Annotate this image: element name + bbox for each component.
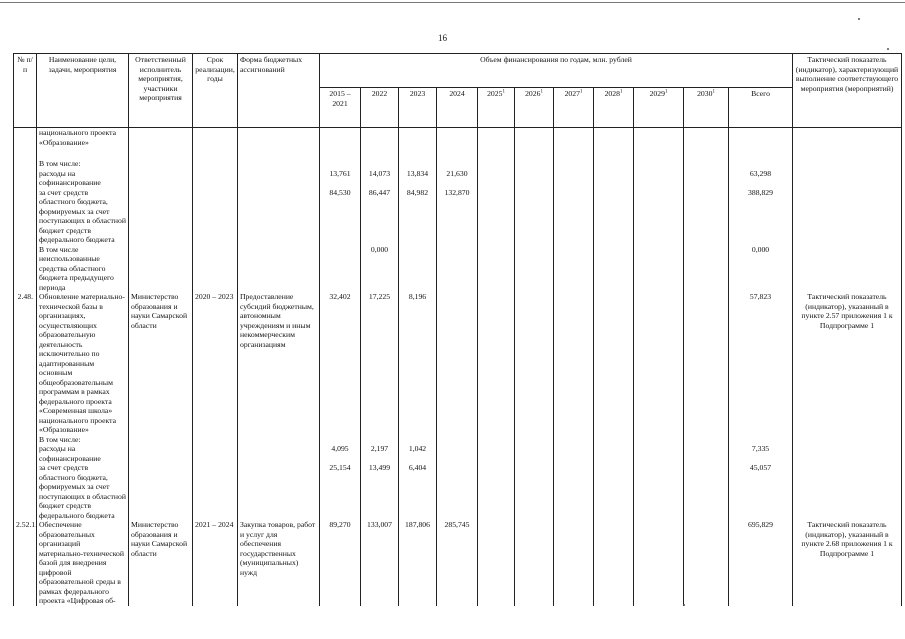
row-name: за счет средств областного бюджета, формируемых за счет поступающих в областной бюджет средств федерального бюджета (37, 463, 129, 520)
funding-value (478, 169, 515, 188)
row-term (193, 188, 238, 245)
funding-value (437, 444, 478, 463)
header-indicator: Тактический показатель (индикатор), характеризующий выполнение соответствующего мероприятия (мероприятий) (793, 54, 902, 128)
row-executor (129, 245, 193, 293)
funding-value (554, 245, 594, 293)
year-label: 2026 (525, 89, 541, 98)
funding-value: 187,806 (399, 520, 437, 606)
funding-value (634, 169, 684, 188)
year-header (320, 88, 361, 128)
spacer-cell (684, 147, 729, 159)
row-number: 2.48. (14, 292, 37, 435)
row-form (238, 188, 320, 245)
row-indicator (793, 159, 902, 169)
row-term (193, 463, 238, 520)
year-label: 2024 (449, 89, 465, 98)
row-name: за счет средств областного бюджета, формируемых за счет поступающих в областной бюджет средств федерального бюджета (37, 188, 129, 245)
funding-value (684, 444, 729, 463)
row-indicator (793, 463, 902, 520)
row-executor (129, 169, 193, 188)
row-executor (129, 444, 193, 463)
row-term: 2021 – 2024 (193, 520, 238, 606)
funding-value (320, 245, 361, 293)
funding-value (478, 245, 515, 293)
funding-value: 0,000 (729, 245, 793, 293)
funding-value (684, 463, 729, 520)
row-indicator (793, 245, 902, 293)
funding-value (554, 444, 594, 463)
spacer-cell (320, 147, 361, 159)
funding-value (684, 292, 729, 435)
funding-value (515, 245, 554, 293)
row-number (14, 128, 37, 148)
funding-value: 21,630 (437, 169, 478, 188)
row-number: 2.52.1. (14, 520, 37, 606)
spacer-cell (793, 147, 902, 159)
funding-value: 2,197 (361, 444, 399, 463)
funding-value (437, 245, 478, 293)
budget-table (13, 53, 902, 606)
row-form (238, 245, 320, 293)
table-row (14, 444, 902, 463)
funding-value: 4,095 (320, 444, 361, 463)
row-indicator: Тактический показатель (индикатор), указанный в пункте 2.57 приложения 1 к Подпрограмме 1 (793, 292, 902, 435)
scan-speck (887, 48, 889, 50)
year-header (594, 88, 634, 128)
row-executor (129, 463, 193, 520)
row-indicator (793, 128, 902, 148)
footnote-mark: 1 (540, 89, 543, 95)
funding-value (554, 520, 594, 606)
spacer-cell (729, 147, 793, 159)
funding-value (634, 444, 684, 463)
year-header (554, 88, 594, 128)
funding-value (478, 435, 515, 445)
scan-speck (858, 18, 860, 20)
footnote-mark: 1 (619, 89, 623, 95)
row-number (14, 169, 37, 188)
row-executor (129, 435, 193, 445)
funding-value (634, 128, 684, 148)
scan-speck (683, 604, 685, 606)
funding-value (320, 128, 361, 148)
year-label: 2027 (564, 89, 580, 98)
row-form (238, 169, 320, 188)
funding-value (684, 159, 729, 169)
year-header (729, 88, 793, 128)
footnote-mark: 1 (579, 89, 583, 95)
funding-value (684, 169, 729, 188)
spacer-cell (478, 147, 515, 159)
page-number: 16 (438, 33, 447, 43)
table-row (14, 292, 902, 435)
funding-value: 13,761 (320, 169, 361, 188)
funding-value: 1,042 (399, 444, 437, 463)
funding-value (684, 128, 729, 148)
row-name: В том числе неиспользованные средства областного бюджета предыдущего периода (37, 245, 129, 293)
spacer-cell (193, 147, 238, 159)
year-label: 2015 – 2021 (329, 89, 351, 108)
funding-value (478, 128, 515, 148)
funding-value (515, 128, 554, 148)
spacer-cell (399, 147, 437, 159)
funding-value (554, 463, 594, 520)
funding-value (478, 292, 515, 435)
funding-value (554, 169, 594, 188)
funding-value (554, 188, 594, 245)
funding-value (478, 520, 515, 606)
funding-value (684, 435, 729, 445)
row-indicator (793, 444, 902, 463)
funding-value (729, 159, 793, 169)
funding-value (320, 435, 361, 445)
row-form (238, 463, 320, 520)
spacer-cell (361, 147, 399, 159)
header-name: Наименование цели, задачи, мероприятия (37, 54, 129, 128)
row-term: 2020 – 2023 (193, 292, 238, 435)
funding-value: 132,870 (437, 188, 478, 245)
top-border (0, 2, 905, 3)
funding-value (634, 463, 684, 520)
funding-value (361, 159, 399, 169)
funding-value (478, 444, 515, 463)
funding-value (478, 188, 515, 245)
funding-value (515, 435, 554, 445)
funding-value: 17,225 (361, 292, 399, 435)
table-row (14, 463, 902, 520)
row-term (193, 159, 238, 169)
funding-value: 63,298 (729, 169, 793, 188)
footnote-mark: 1 (712, 89, 715, 95)
row-executor (129, 188, 193, 245)
funding-value (684, 245, 729, 293)
funding-value (515, 188, 554, 245)
header-term: Срок реализации, годы (193, 54, 238, 128)
funding-value (554, 435, 594, 445)
funding-value (554, 159, 594, 169)
funding-value (515, 444, 554, 463)
row-number (14, 463, 37, 520)
funding-value (478, 463, 515, 520)
header-executor: Ответственный исполнитель мероприятия, участники мероприятия (129, 54, 193, 128)
funding-value (594, 444, 634, 463)
funding-value (594, 159, 634, 169)
spacer-cell (437, 147, 478, 159)
row-form (238, 159, 320, 169)
row-executor (129, 159, 193, 169)
funding-value (634, 292, 684, 435)
funding-value: 89,270 (320, 520, 361, 606)
row-term (193, 128, 238, 148)
year-header (515, 88, 554, 128)
funding-value (515, 463, 554, 520)
funding-value (554, 292, 594, 435)
funding-value (594, 292, 634, 435)
spacer-cell (238, 147, 320, 159)
funding-value (684, 188, 729, 245)
row-indicator: Тактический показатель (индикатор), указанный в пункте 2.68 приложения 1 к Подпрограмме 1 (793, 520, 902, 606)
row-number (14, 435, 37, 445)
table-row (14, 169, 902, 188)
funding-value: 25,154 (320, 463, 361, 520)
funding-value (594, 169, 634, 188)
table-row (14, 128, 902, 148)
footnote-mark: 1 (502, 89, 505, 95)
row-number (14, 188, 37, 245)
funding-value (437, 435, 478, 445)
funding-value (684, 520, 729, 606)
table-body (14, 128, 902, 606)
row-name: Обеспечение образовательных организаций материально-технической базой для внедрения цифровой образовательной среды в рамках федерального проекта «Цифровая об- (37, 520, 129, 606)
row-number (14, 159, 37, 169)
spacer-cell (14, 147, 37, 159)
row-indicator (793, 188, 902, 245)
row-executor: Министерство образования и науки Самарской области (129, 520, 193, 606)
funding-value (399, 128, 437, 148)
year-label: 2025 (487, 89, 503, 98)
funding-value (399, 159, 437, 169)
funding-value (729, 435, 793, 445)
header-funding: Объем финансирования по годам, млн. рублей (320, 54, 793, 88)
funding-value (515, 292, 554, 435)
table-row (14, 435, 902, 445)
year-label: 2022 (371, 89, 388, 98)
funding-value: 13,499 (361, 463, 399, 520)
funding-value (594, 435, 634, 445)
spacer-cell (129, 147, 193, 159)
row-name: В том числе: (37, 435, 129, 445)
funding-value: 695,829 (729, 520, 793, 606)
row-number (14, 444, 37, 463)
funding-value: 133,007 (361, 520, 399, 606)
funding-value (478, 159, 515, 169)
funding-value (515, 169, 554, 188)
funding-value: 7,335 (729, 444, 793, 463)
row-term (193, 444, 238, 463)
funding-value (594, 128, 634, 148)
funding-value: 86,447 (361, 188, 399, 245)
year-header (399, 88, 437, 128)
funding-value: 45,057 (729, 463, 793, 520)
funding-value (437, 128, 478, 148)
funding-value (515, 159, 554, 169)
funding-value: 13,834 (399, 169, 437, 188)
funding-value (437, 159, 478, 169)
year-header (478, 88, 515, 128)
funding-value: 32,402 (320, 292, 361, 435)
funding-value (437, 463, 478, 520)
row-form (238, 444, 320, 463)
table-row (14, 245, 902, 293)
funding-value (634, 245, 684, 293)
table-header (14, 54, 902, 128)
row-term (193, 435, 238, 445)
row-form (238, 435, 320, 445)
header-num: № п/п (14, 54, 37, 128)
funding-value (515, 520, 554, 606)
funding-value: 8,196 (399, 292, 437, 435)
year-label: 2029 (649, 89, 665, 98)
row-indicator (793, 169, 902, 188)
year-header (684, 88, 729, 128)
funding-value (729, 128, 793, 148)
year-label: Всего (751, 89, 770, 98)
funding-value (634, 159, 684, 169)
funding-value: 0,000 (361, 245, 399, 293)
row-name: расходы на софинансирование (37, 169, 129, 188)
row-form (238, 128, 320, 148)
spacer-cell (634, 147, 684, 159)
year-header (634, 88, 684, 128)
funding-value (594, 463, 634, 520)
row-form: Закупка товаров, работ и услуг для обеспечения государственных (муниципальных) нужд (238, 520, 320, 606)
spacer-cell (594, 147, 634, 159)
funding-value (437, 292, 478, 435)
row-name: Обновление материально-технической базы в организациях, осуществляющих образовательную деятельность исключительно по адаптированным основным общеобразовательным программам в рамках федерального проекта «Современная школа» национального проекта «Образование» (37, 292, 129, 435)
funding-value: 388,829 (729, 188, 793, 245)
funding-value (594, 520, 634, 606)
row-executor (129, 128, 193, 148)
row-form: Предоставление субсидий бюджетным, автономным учреждениям и иным некоммерческим организациям (238, 292, 320, 435)
row-executor: Министерство образования и науки Самарской области (129, 292, 193, 435)
table-row (14, 188, 902, 245)
year-label: 2028 (604, 89, 620, 98)
funding-value (594, 188, 634, 245)
funding-value (399, 435, 437, 445)
spacer-cell (37, 147, 129, 159)
spacer-cell (515, 147, 554, 159)
row-name: В том числе: (37, 159, 129, 169)
row-term (193, 169, 238, 188)
spacer-row (14, 147, 902, 159)
funding-value (594, 245, 634, 293)
row-number (14, 245, 37, 293)
table-row (14, 159, 902, 169)
year-header (437, 88, 478, 128)
year-header (361, 88, 399, 128)
header-form: Форма бюджетных ассигнований (238, 54, 320, 128)
row-indicator (793, 435, 902, 445)
funding-value (361, 128, 399, 148)
table-row (14, 520, 902, 606)
funding-value: 285,745 (437, 520, 478, 606)
funding-value: 57,823 (729, 292, 793, 435)
funding-value: 84,530 (320, 188, 361, 245)
funding-value: 6,404 (399, 463, 437, 520)
funding-value (634, 435, 684, 445)
funding-value (634, 520, 684, 606)
funding-value (554, 128, 594, 148)
spacer-cell (554, 147, 594, 159)
funding-value (361, 435, 399, 445)
footnote-mark: 1 (664, 89, 668, 95)
funding-value (634, 188, 684, 245)
funding-value (399, 245, 437, 293)
year-label: 2023 (409, 89, 426, 98)
funding-value (320, 159, 361, 169)
funding-value: 84,982 (399, 188, 437, 245)
row-name: национального проекта «Образование» (37, 128, 129, 148)
row-term (193, 245, 238, 293)
year-label: 2030 (697, 89, 713, 98)
row-name: расходы на софинансирование (37, 444, 129, 463)
funding-value: 14,073 (361, 169, 399, 188)
